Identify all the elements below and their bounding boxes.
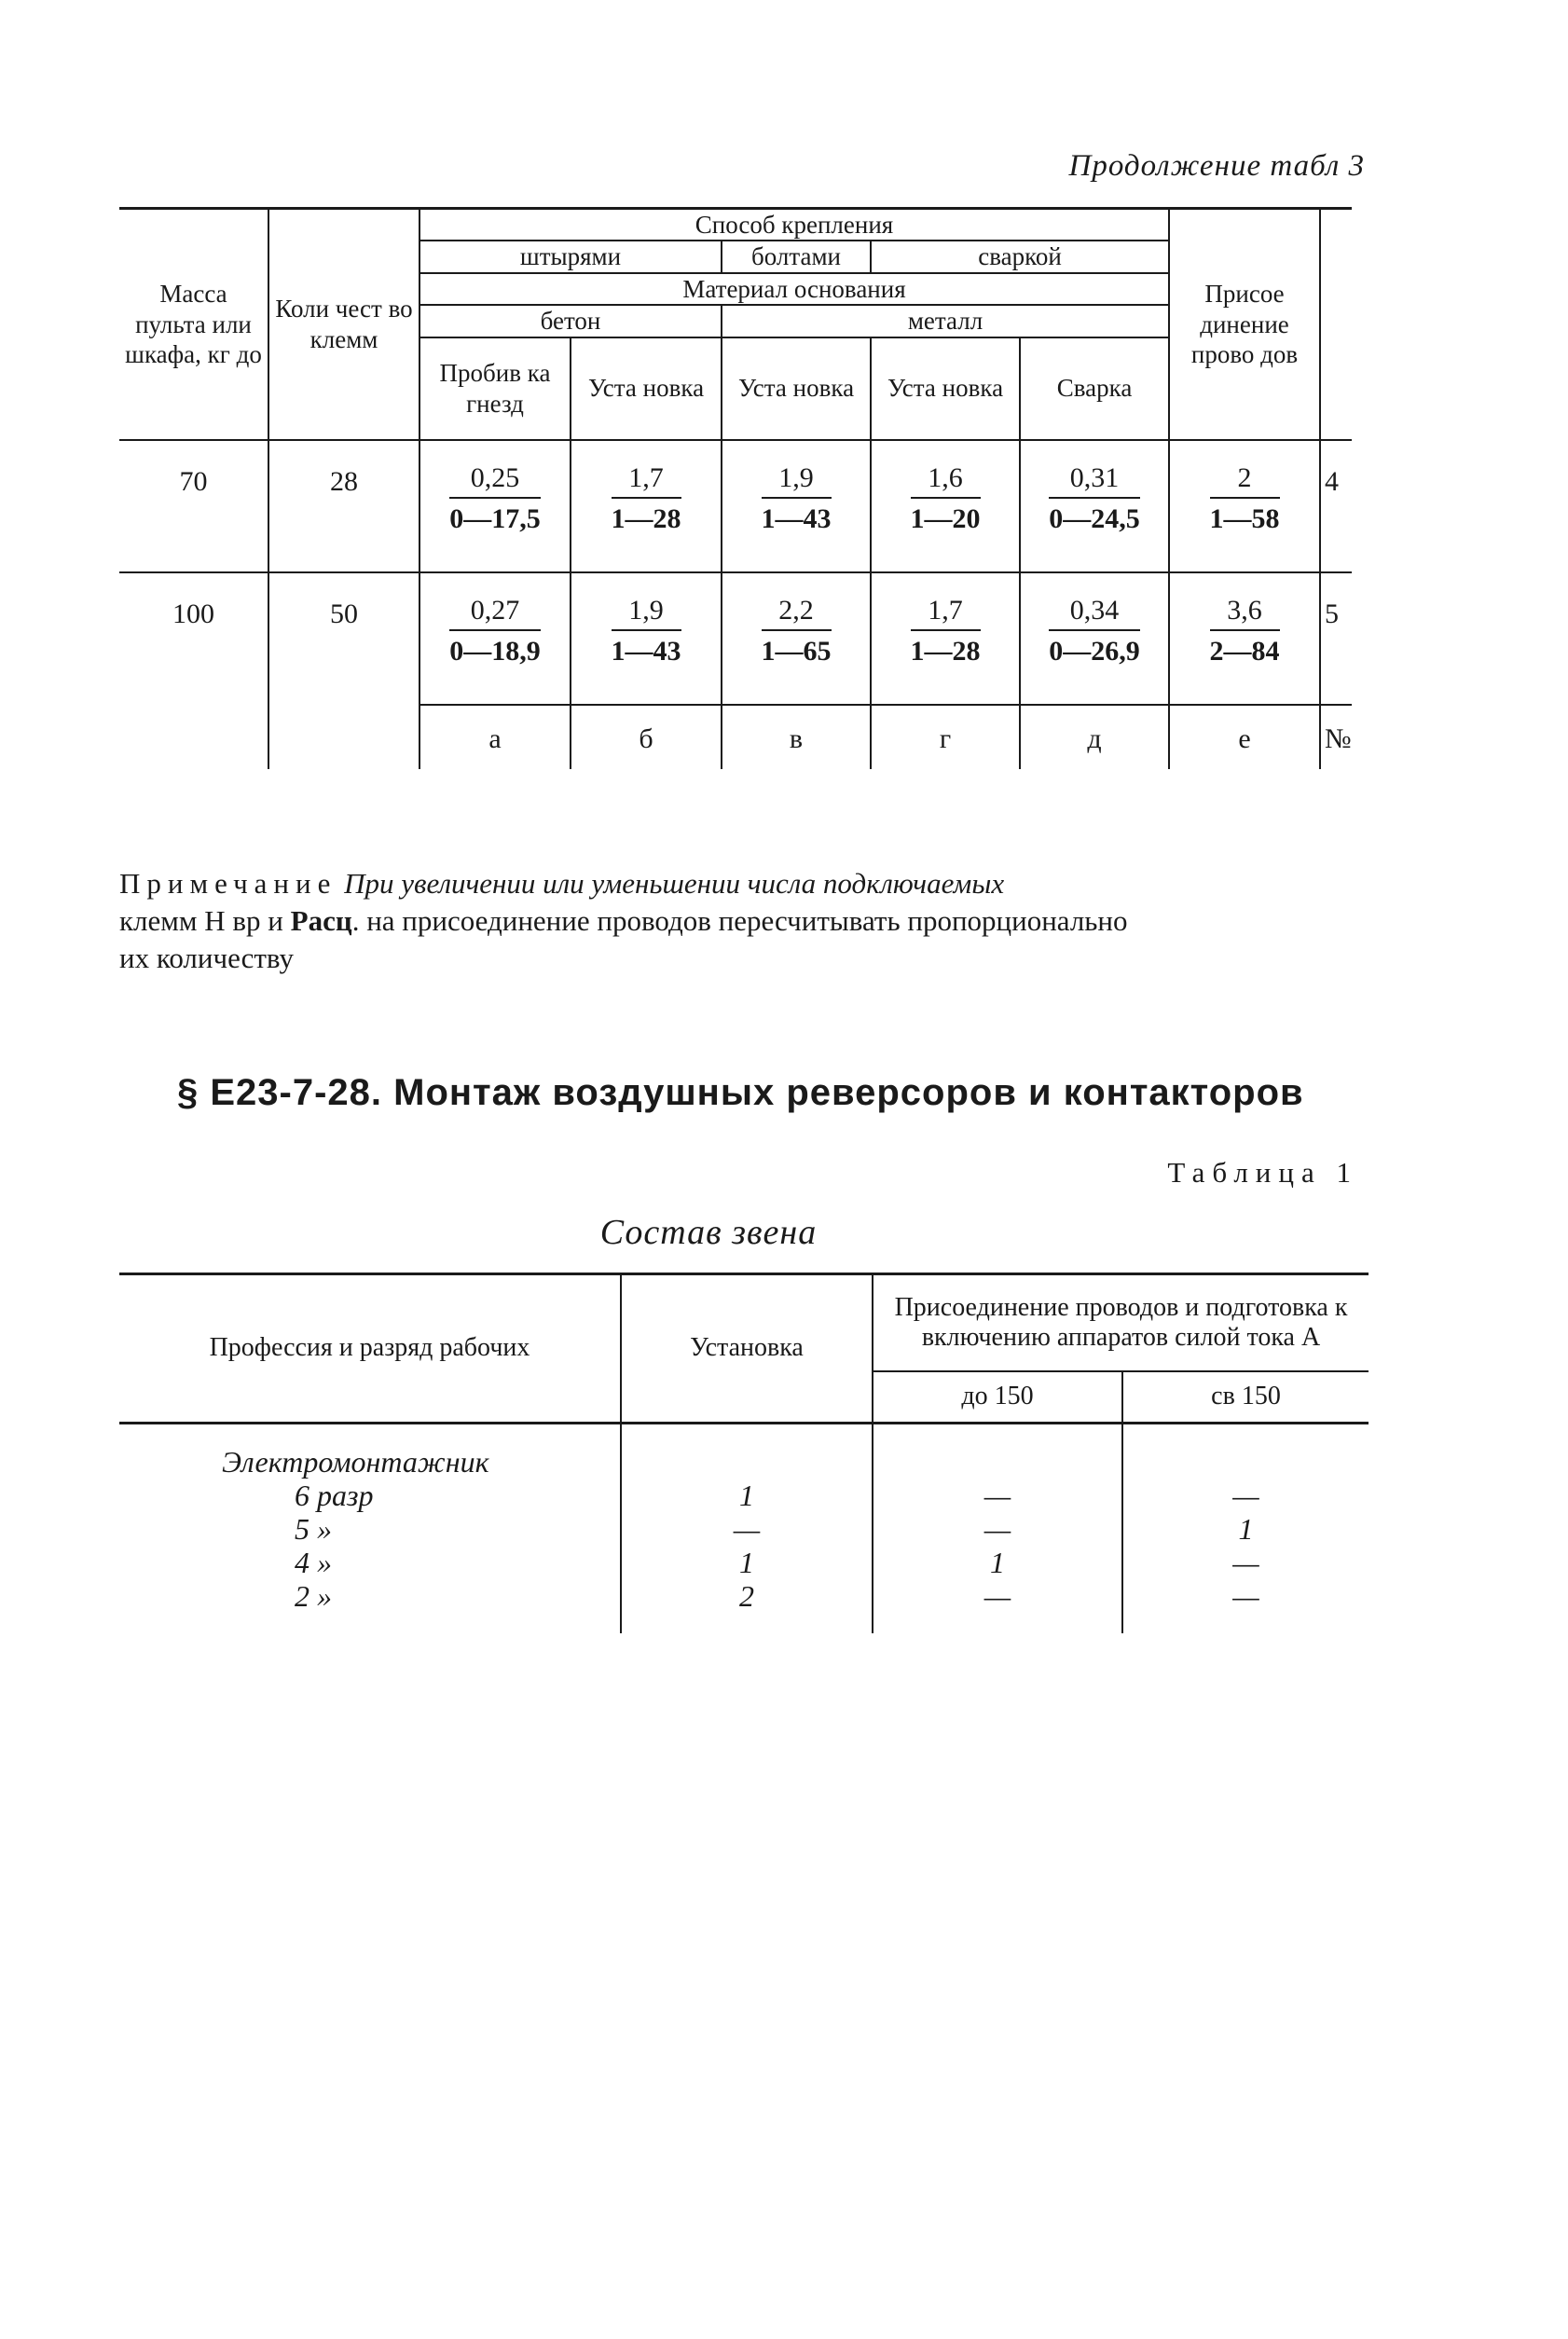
method-weld: сваркой	[871, 241, 1169, 272]
table-caption: Состав звена	[599, 1213, 818, 1252]
label-d: г	[871, 705, 1020, 769]
cell-d-num: 1,7	[911, 594, 981, 631]
base-material-header: Материал основания	[420, 273, 1169, 305]
table-row	[119, 440, 1352, 572]
sub-header-e: Сварка	[1020, 337, 1169, 440]
sub-header-to-150: до 150	[873, 1371, 1122, 1424]
column-letters-row	[119, 705, 1352, 769]
table-3-continuation	[119, 207, 1352, 769]
col-install-header: Установка	[621, 1274, 873, 1424]
cell-f-num: 2	[1210, 461, 1280, 499]
concrete-header: бетон	[420, 305, 722, 337]
col-wires-header: Присое динение прово дов	[1169, 209, 1320, 440]
cell-b-num: 1,7	[612, 461, 681, 499]
col-profession-header: Профессия и разряд рабочих	[119, 1274, 621, 1424]
cell-b-den: 1—43	[611, 635, 681, 667]
method-pins: штырями	[420, 241, 722, 272]
note-text-2b: Расц	[290, 904, 352, 937]
sub-header-d: Уста новка	[871, 337, 1020, 440]
cell-d-den: 1—20	[910, 502, 981, 534]
col-connect-header: Присоединение проводов и подготовка к включению аппаратов силой тока А	[873, 1274, 1369, 1371]
sub-header-over-150: св 150	[1122, 1371, 1369, 1424]
cell-c-num: 2,2	[762, 594, 832, 631]
cell-f-num: 3,6	[1210, 594, 1280, 631]
method-bolts: болтами	[722, 241, 871, 272]
sub-header-b: Уста новка	[571, 337, 722, 440]
cell-e-num: 0,34	[1049, 594, 1140, 631]
note-text-1: При увеличении или уменьшении числа подключаемых	[344, 867, 1005, 900]
over150-cell: — 1 — —	[1122, 1424, 1369, 1633]
profession-cell	[119, 1424, 621, 1633]
cell-c-den: 1—65	[761, 635, 832, 667]
cell-e-den: 0—24,5	[1049, 502, 1140, 534]
label-num: №	[1320, 705, 1352, 769]
crew-composition-table	[119, 1273, 1369, 1633]
continuation-header: Продолжение табл 3	[1068, 149, 1365, 183]
section-title: § Е23-7-28. Монтаж воздушных реверсоров и контакторов	[177, 1072, 1304, 1113]
cell-a-den: 0—17,5	[449, 502, 541, 534]
note-text-2a: клемм Н вр и	[119, 904, 291, 937]
cell-mass: 100	[119, 572, 268, 705]
cell-num: 4	[1320, 440, 1352, 572]
cell-c-den: 1—43	[761, 502, 832, 534]
cell-b-num: 1,9	[612, 594, 681, 631]
cell-f-den: 1—58	[1209, 502, 1280, 534]
cell-c-num: 1,9	[762, 461, 832, 499]
cell-a-den: 0—18,9	[449, 635, 541, 667]
cell-a-num: 0,27	[449, 594, 541, 631]
label-c: в	[722, 705, 871, 769]
cell-a-num: 0,25	[449, 461, 541, 499]
cell-count: 28	[268, 440, 420, 572]
sub-header-c: Уста новка	[722, 337, 871, 440]
cell-e-num: 0,31	[1049, 461, 1140, 499]
install-cell: 1 — 1 2	[621, 1424, 873, 1633]
note-text-3: их количеству	[119, 942, 294, 974]
cell-b-den: 1—28	[611, 502, 681, 534]
grade: 6 разр	[295, 1479, 374, 1512]
cell-d-num: 1,6	[911, 461, 981, 499]
cell-f-den: 2—84	[1209, 635, 1280, 667]
label-f: е	[1169, 705, 1320, 769]
table-note	[119, 865, 1331, 977]
method-header: Способ крепления	[420, 209, 1169, 241]
sub-header-a: Пробив ка гнезд	[420, 337, 571, 440]
cell-num: 5	[1320, 572, 1352, 705]
table-row	[119, 572, 1352, 705]
note-lead: Примечание	[119, 867, 337, 900]
cell-mass: 70	[119, 440, 268, 572]
profession-name: Электромонтажник	[222, 1445, 489, 1479]
label-a: а	[420, 705, 571, 769]
to150-cell: — — 1 —	[873, 1424, 1122, 1633]
note-text-2c: . на присоединение проводов пересчитывать пропорционально	[351, 904, 1128, 937]
grade: 2 »	[295, 1579, 332, 1613]
cell-e-den: 0—26,9	[1049, 635, 1140, 667]
table-label: Таблица 1	[1167, 1156, 1358, 1189]
label-e: д	[1020, 705, 1169, 769]
cell-count: 50	[268, 572, 420, 705]
metal-header: металл	[722, 305, 1169, 337]
col-count-header: Коли чест во клемм	[268, 209, 420, 440]
grade: 4 »	[295, 1546, 332, 1579]
grade: 5 »	[295, 1512, 332, 1546]
col-mass-header: Масса пульта или шкафа, кг до	[119, 209, 268, 440]
label-b: б	[571, 705, 722, 769]
cell-d-den: 1—28	[910, 635, 981, 667]
table-row	[119, 1424, 1369, 1633]
